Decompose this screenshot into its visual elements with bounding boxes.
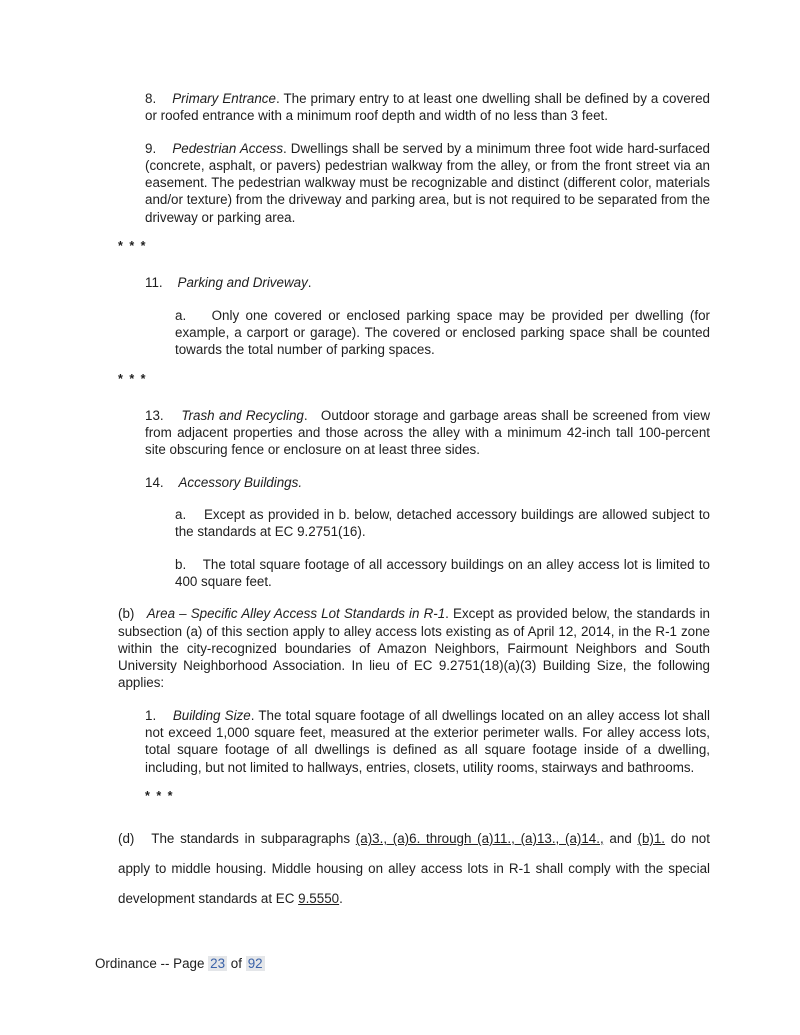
paragraph-b-area-specific-standards: (b) Area – Specific Alley Access Lot Standards in R-1. Except as provided below, the standards in subsection (a) of this section apply to alley access lots existing as of April 12, 2014, in the R-1 zone within the city-recognized boundaries of Amazon Neighbors, Fairmount Neighbors and South University Neighborhood Association. In lieu of EC 9.2751(18)(a)(3) Building Size, the following applies: [118, 606, 710, 691]
section-break-stars: * * * [145, 788, 175, 803]
paragraph-14-accessory-buildings: 14. Accessory Buildings. [145, 474, 303, 490]
paragraph-11a: a. Only one covered or enclosed parking space may be provided per dwelling (for example, a carport or garage). The covered or enclosed parking space shall be counted towards the total number of parking spaces. [175, 307, 710, 358]
footer-label: Ordinance -- Page [95, 956, 205, 971]
footer-of-label: of [230, 956, 242, 971]
section-break-stars: * * * [118, 371, 148, 386]
paragraph-11-parking-driveway: 11. Parking and Driveway. [145, 275, 312, 291]
paragraph-1-building-size: 1. Building Size. The total square footage of all dwellings located on an alley access lot shall not exceed 1,000 square feet, measured at the exterior perimeter walls. For alley access lots, total square footage of all dwellings is defined as all square footage inside of a dwelling, including, but not limited to hallways, entries, closets, utility rooms, stairways and bathrooms. [145, 707, 710, 775]
paragraph-14a: a. Except as provided in b. below, detached accessory buildings are allowed subject to the standards at EC 9.2751(16). [175, 507, 710, 540]
page-footer [95, 956, 265, 971]
section-break-stars: * * * [118, 239, 148, 254]
paragraph-9-pedestrian-access: 9. Pedestrian Access. Dwellings shall be served by a minimum three foot wide hard-surfaced (concrete, asphalt, or pavers) pedestrian walkway from the alley, or from the front street via an easement. The pedestrian walkway must be recognizable and distinct (different color, materials and/or texture) from the driveway and parking area, but is not required to be separated from the driveway or parking area. [145, 140, 710, 225]
document-body [118, 90, 710, 929]
paragraph-8-primary-entrance: 8. Primary Entrance. The primary entry to at least one dwelling shall be defined by a covered or roofed entrance with a minimum roof depth and width of no less than 3 feet. [145, 91, 710, 124]
page-number-current: 23 [210, 956, 226, 971]
page-number-total: 92 [247, 956, 263, 971]
paragraph-14b: b. The total square footage of all accessory buildings on an alley access lot is limited to 400 square feet. [175, 556, 710, 589]
paragraph-13-trash-recycling: 13. Trash and Recycling. Outdoor storage and garbage areas shall be screened from view from adjacent properties and those across the alley with a minimum 42-inch tall 100-percent site obscuring fence or enclosure on at least three sides. [145, 407, 710, 458]
paragraph-d-middle-housing: (d) The standards in subparagraphs (a)3., (a)6. through (a)11., (a)13., (a)14., and (b)1. do not apply to middle housing. Middle housing on alley access lots in R-1 shall comply with the special development standards at EC 9.5550. [118, 831, 710, 907]
